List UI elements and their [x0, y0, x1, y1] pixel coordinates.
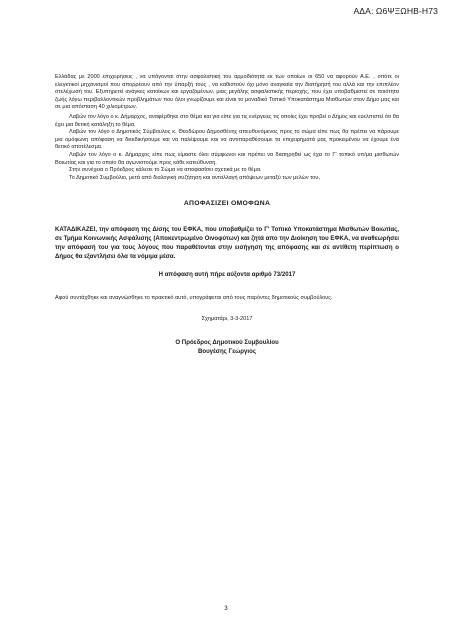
document-body: [55, 74, 399, 356]
date-place: Σχηματάρι, 3-3-2017: [201, 316, 253, 323]
closing-text: Αφού συντάχθηκε και αναγνώσθηκε το πρακτικό αυτό, υπογράφεται από τους παρόντες δημοτικούς συμβούλους.: [55, 294, 333, 301]
paragraph-mayor-2: Λαβών τον λόγο ο κ. Δήμαρχος είπε πως είμαστε όλοι σύμφωνοι και πρέπει να διατηρηθεί ως έχει το Γ' τοπικό υπ/μα μισθωτών Βοιωτίας και για το οποίο θα αγωνιστούμε προς κάθε κατεύθυνση.: [55, 151, 399, 166]
decision-number: Η απόφαση αυτή πήρε αύξοντα αριθμό 73/2017: [158, 270, 296, 278]
paragraph-mayor: Λαβών τον λόγο ο κ. Δήμαρχος, αναφέρθηκε στο θέμα και για είπε για τις ενέργειες τις οποίες έχει προβεί ο Δήμος και ευελπιστεί ότι θα έχει μια θετική κατάληξη το θέμα.: [55, 113, 399, 128]
paragraph-president: Στην συνέχεια ο Πρόεδρος κάλεσε το Σώμα να αποφασίσει σχετικά με το θέμα.: [69, 167, 262, 174]
paragraph-councillor: Λαβών τον λόγο ο Δημοτικός Σύμβουλος κ. Θεοδώρου Δημοσθένης απευθυνόμενος προς το σώμα είπε πως θα πρέπει να πάρουμε μια ομόφωνη απόφαση να διεκδικήσουμε και να παλέψουμε και να αντιπαραθέσουμε τα επιχειρήματά μας προκειμένου να έχουμε ένα θετικό αποτέλεσμα.: [55, 129, 399, 151]
page-number: 3: [224, 605, 228, 612]
signature-title: Ο Πρόεδρος Δημοτικού Συμβουλίου: [175, 338, 279, 346]
decision-text: ΚΑΤΑΔΙΚΑΖΕΙ, την απόφαση της Δ/σης του ΕΦΚΑ, που υποβαθμίζει το Γ' Τοπικό Υποκατάστημα Μισθωτών Βοιωτίας, σε Τμήμα Κοινωνικής Ασφάλισης (Αποκεντρωμένο Οινοφύτων) και ζητά απο την Διοίκηση του ΕΦΚΑ, να αναθεωρήσει την απόφασή του για τους λόγους που παραθέτονται στην εισήγηση της απόφασης και σε αντίθετη περίπτωση ο Δήμος θα εξαντλήσει όλα τα νόμιμα μέσα.: [55, 225, 399, 260]
paragraph-intro: Ελλάδας με 2000 επιχειρήσεις , να υπάγονται στην ασφαλιστική του αρμοδιότητα εκ των οποίων οι 650 να αφορούν Α.Ε. , οπότε οι ελεγκτικοί μηχανισμοί που απορρέουν από την ύπαρξή τους , να καθιστούν όχι μόνο αναγκαία την διατήρησή του αλλά και την επιπλέον στελέχωσή του. Εξυπηρετεί ανάγκες κατοίκων και εργαζομένων, μιας μεγάλης ασφαλιστικής περιοχής, που έχει υποβαθμιστεί σε ποιότητα ζωής λόγω περιβαλλοντικών προβλημάτων που όλοι γνωρίζουμε και είναι το μοναδικό Τοπικό Υποκατάστημα Μισθωτών στον Δήμο μας και σε μια απόσταση 40 χιλιομέτρων.: [55, 74, 399, 111]
decision-heading: ΑΠΟΦΑΣΙΖΕΙ ΟΜΟΦΩΝΑ: [183, 200, 271, 208]
signature-block: [55, 338, 399, 356]
signature-name: Βουγέσης Γεώργιος: [197, 347, 256, 355]
ada-code: ΑΔΑ: Ω6ΨΞΩΗΒ-Η73: [353, 6, 438, 16]
paragraph-council: Το Δημοτικό Συμβούλιο, μετά από διαλογική συζήτηση και ανταλλαγή απόψεων μεταξύ των μελών του,: [69, 174, 320, 181]
